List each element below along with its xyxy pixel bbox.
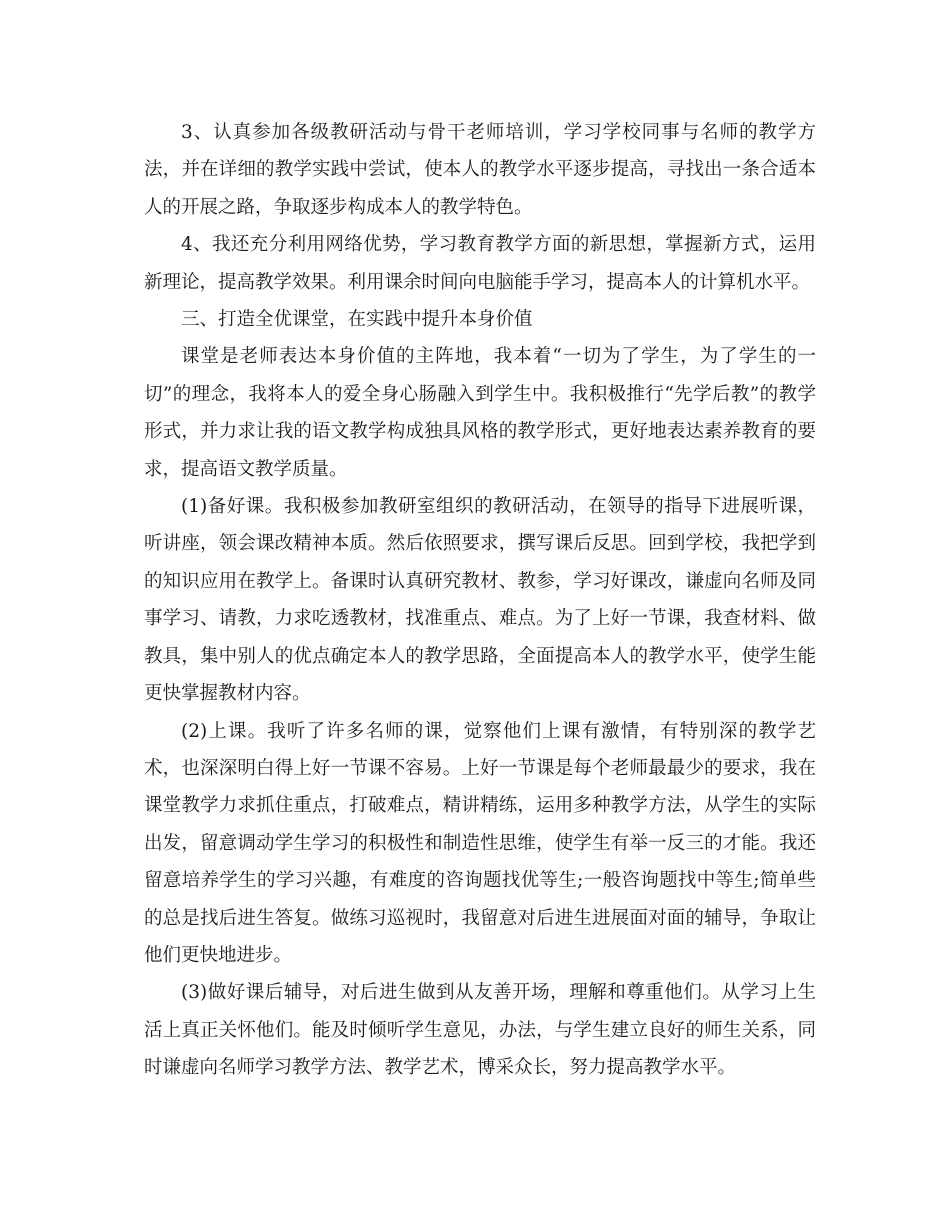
paragraph-classroom: 课堂是老师表达本身价值的主阵地，我本着“一切为了学生，为了学生的一切”的理念，我将本人的爱全身心肠融入到学生中。我积极推行“先学后教”的教学形式，并力求让我的语文教学构成独具风格的教学形式，更好地表达素养教育的要求，提高语文教学质量。 (144, 346, 816, 480)
document-body (144, 114, 816, 1087)
paragraph-item-4: 4、我还充分利用网络优势，学习教育教学方面的新思想，掌握新方式，运用新理论，提高教学效果。利用课余时间向电脑能手学习，提高本人的计算机水平。 (144, 234, 816, 293)
paragraph-teaching: (2)上课。我听了许多名师的课，觉察他们上课有激情，有特别深的教学艺术，也深深明白得上好一节课不容易。上好一节课是每个老师最最少的要求，我在课堂教学力求抓住重点，打破难点，精讲精练，运用多种教学方法，从学生的实际出发，留意调动学生学习的积极性和制造性思维，使学生有举一反三的才能。我还留意培养学生的学习兴趣，有难度的咨询题找优等生;一般咨询题找中等生;简单些的总是找后进生答复。做练习巡视时，我留意对后进生进展面对面的辅导，争取让他们更快地进步。 (144, 720, 816, 966)
paragraph-tutoring: (3)做好课后辅导，对后进生做到从友善开场，理解和尊重他们。从学习上生活上真正关怀他们。能及时倾听学生意见，办法，与学生建立良好的师生关系，同时谦虚向名师学习教学方法、教学艺术，博采众长，努力提高教学水平。 (144, 982, 816, 1079)
section-heading-3: 三、打造全优课堂，在实践中提升本身价值 (181, 309, 533, 331)
paragraph-item-3: 3、认真参加各级教研活动与骨干老师培训，学习学校同事与名师的教学方法，并在详细的教学实践中尝试，使本人的教学水平逐步提高，寻找出一条合适本人的开展之路，争取逐步构成本人的教学特色。 (144, 122, 816, 218)
paragraph-lesson-prep: (1)备好课。我积极参加教研室组织的教研活动，在领导的指导下进展听课，听讲座，领会课改精神本质。然后依照要求，撰写课后反思。回到学校，我把学到的知识应用在教学上。备课时认真研究教材、教参，学习好课改，谦虚向名师及同事学习、请教，力求吃透教材，找准重点、难点。为了上好一节课，我查材料、做教具，集中别人的优点确定本人的教学思路，全面提高本人的教学水平，使学生能更快掌握教材内容。 (144, 496, 816, 705)
